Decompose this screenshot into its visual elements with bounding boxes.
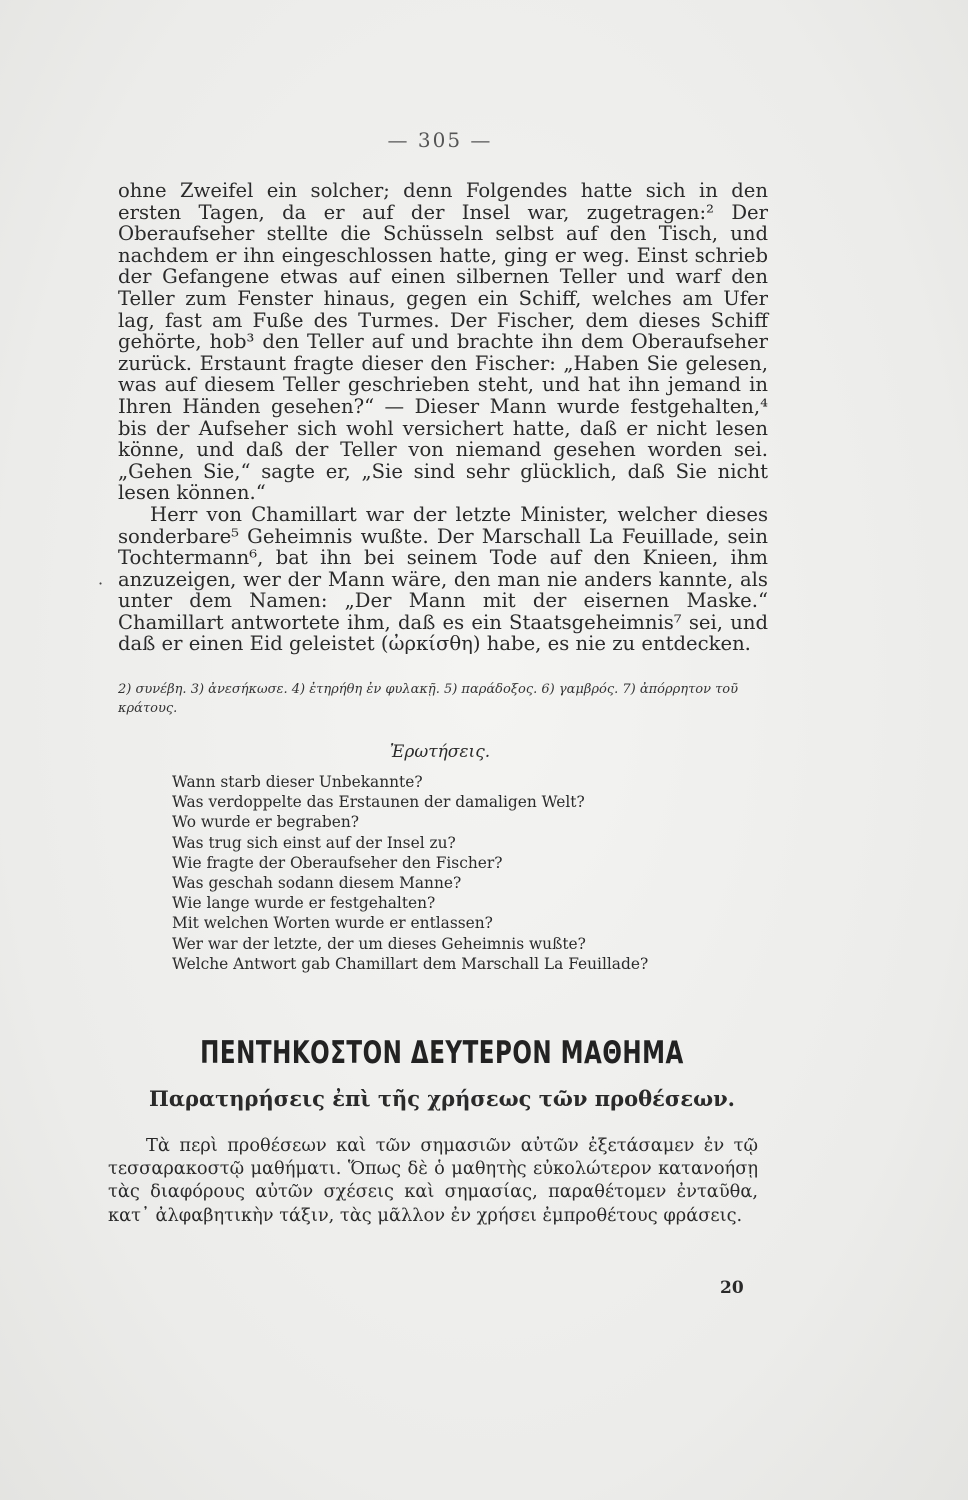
question-item: Was verdoppelte das Erstaunen der damaligen Welt?	[172, 793, 585, 812]
question-item: Wie fragte der Oberaufseher den Fischer?	[172, 853, 503, 872]
lesson-intro-text: Τὰ περὶ προθέσεων καὶ τῶν σημασιῶν αὐτῶν ἐξετάσαμεν ἐν τῷ τεσσαρακοστῷ μαθήματι. Ὅπως δὲ ὁ μαθητὴς εὐκολώτερον κατανοήσῃ τὰς διαφόρους αὐτῶν σχέσεις καὶ σημασίας, παραθέτομεν ἐνταῦθα, κατ᾽ ἀλφαβητικὴν τάξιν, τὰς μᾶλλον ἐν χρήσει ἐμπροθέτους φράσεις.	[108, 1135, 758, 1226]
question-item: Was geschah sodann diesem Manne?	[172, 874, 462, 893]
question-item: Mit welchen Worten wurde er entlassen?	[172, 914, 493, 933]
lesson-title: ΠΕΝΤΗΚΟΣΤΟΝ ΔΕΥΤΕΡΟΝ ΜΑΘΗΜΑ	[200, 1036, 684, 1072]
question-item: Was trug sich einst auf der Insel zu?	[172, 833, 456, 852]
questions-list	[172, 772, 692, 974]
paragraph-1: ohne Zweifel ein solcher; denn Folgendes hatte sich in den ersten Tagen, da er auf der Insel war, zugetragen:² Der Oberaufseher stellte die Schüsseln selbst auf den Tisch, und nachdem er ihn eingeschlossen hatte, ging er weg. Einst schrieb der Gefangene etwas auf einen silbernen Teller und warf den Teller zum Fenster hinaus, gegen ein Schiff, welches am Ufer lag, fast am Fuße des Turmes. Der Fischer, dem dieses Schiff gehörte, hob³ den Teller auf und brachte ihn dem Oberaufseher zurück. Erstaunt fragte dieser den Fischer: „Haben Sie gelesen, was auf diesem Teller geschrieben steht, und hat ihn jemand in Ihren Händen gesehen?“ — Dieser Mann wurde festgehalten,⁴ bis der Aufseher sich wohl versichert hatte, daß er nicht lesen könne, und daß der Teller von niemand gesehen worden sei. „Gehen Sie,“ sagte er, „Sie sind sehr glücklich, daß Sie nicht lesen können.“	[118, 179, 768, 505]
lesson-subtitle: Παρατηρήσεις ἐπὶ τῆς χρήσεως τῶν προθέσεων.	[148, 1086, 735, 1111]
page-number: — 305 —	[387, 128, 493, 152]
question-item: Welche Antwort gab Chamillart dem Marschall La Feuillade?	[172, 954, 649, 973]
question-item: Wo wurde er begraben?	[172, 813, 360, 832]
signature-mark: 20	[720, 1278, 744, 1298]
german-reading-text	[118, 180, 768, 655]
questions-heading: Ἐρωτήσεις.	[389, 742, 491, 762]
question-item: Wie lange wurde er festgehalten?	[172, 894, 436, 913]
footnotes: 2) συνέβη. 3) ἀνεσήκωσε. 4) ἐτηρήθη ἐν φυλακῇ. 5) παράδοξος. 6) γαμβρός. 7) ἀπόρρητον τοῦ κράτους.	[118, 682, 739, 716]
question-item: Wer war der letzte, der um dieses Geheimnis wußte?	[172, 934, 586, 953]
paragraph-2: Herr von Chamillart war der letzte Minister, welcher dieses sonderbare⁵ Geheimnis wußte. Der Marschall La Feuillade, sein Tochtermann⁶, bat ihn bei seinem Tode auf den Knieen, ihm anzuzeigen, wer der Mann wäre, den man nie anders kannte, als unter dem Namen: „Der Mann mit der eisernen Maske.“ Chamillart antwortete ihm, daß es ein Staatsgeheimnis⁷ sei, und daß er einen Eid geleistet (ὠρκίσθη) habe, es nie zu entdecken.	[118, 502, 768, 656]
margin-mark: ·	[98, 574, 104, 593]
question-item: Wann starb dieser Unbekannte?	[172, 773, 423, 791]
